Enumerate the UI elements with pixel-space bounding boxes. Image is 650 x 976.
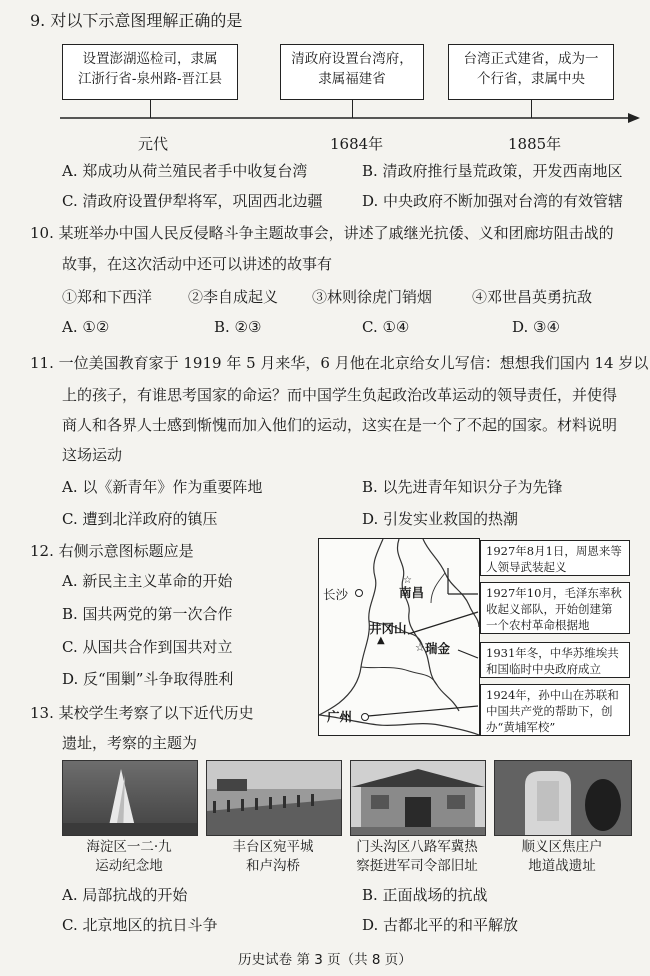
q12-note-guangzhou-line1: 1924年，孙中山在苏联和 [486, 688, 619, 702]
q11-option-d: D. 引发实业救国的热潮 [362, 510, 519, 528]
q9-time-1684: 1684年 [330, 135, 384, 153]
q10-option-a: A. ①② [62, 318, 110, 336]
q12-note-guangzhou-line2: 中国共产党的帮助下，创 [486, 704, 613, 718]
q11-option-b: B. 以先进青年知识分子为先锋 [362, 478, 563, 496]
q9-box-1684-line1: 清政府设置台湾府， [291, 51, 413, 67]
q13-caption-wanping [206, 838, 340, 876]
q13-caption-balujun-line2: 察挺进军司令部旧址 [356, 858, 478, 874]
q11-stem-line2: 上的孩子，有谁思考国家的命运？而中国学生负起政治改革运动的领导责任，并使得 [62, 386, 618, 404]
q10-item-3: ③林则徐虎门销烟 [312, 288, 433, 306]
q9-box-yuan-line2: 江浙行省-泉州路-晋江县 [77, 71, 223, 87]
page-footer: 历史试卷 第 3 页（共 8 页） [238, 952, 412, 968]
q9-option-b: B. 清政府推行垦荒政策，开发西南地区 [362, 162, 623, 180]
q13-caption-jiaozhuanghu-line2: 地道战遗址 [528, 858, 596, 874]
q13-photo-balujun-hq [350, 760, 486, 836]
q10-stem-line1: 10. 某班举办中国人民反侵略斗争主题故事会，讲述了戚继光抗倭、义和团廊坊阻击战的 [30, 224, 614, 242]
q9-time-1885: 1885年 [508, 135, 562, 153]
q12-note-guangzhou-line3: 办“黄埔军校” [486, 720, 556, 734]
q12-jinggangshan-triangle-icon: ▲ [377, 635, 385, 646]
q13-caption-balujun-line1: 门头沟区八路军冀热 [356, 839, 478, 855]
q13-photo-lugou-bridge-image [207, 761, 341, 835]
q12-map-pointer-lines [318, 538, 488, 734]
q10-item-1: ①郑和下西洋 [62, 288, 153, 306]
q9-time-yuan: 元代 [138, 135, 169, 153]
q13-caption-wanping-line1: 丰台区宛平城 [232, 839, 314, 855]
q12-note-nanchang [480, 540, 630, 576]
q12-place-jinggangshan: 井冈山 [369, 621, 407, 636]
q12-place-guangzhou: 广州 [327, 709, 353, 724]
q11-option-a: A. 以《新青年》作为重要阵地 [62, 478, 263, 496]
q13-option-d: D. 古都北平的和平解放 [362, 916, 519, 934]
q13-caption-wanping-line2: 和卢沟桥 [246, 858, 300, 874]
q9-box-1885 [448, 44, 614, 100]
q9-box-yuan [62, 44, 238, 100]
q12-place-ruijin: 瑞金 [425, 641, 451, 656]
q9-box-1684-line2: 隶属福建省 [318, 71, 386, 87]
q13-caption-jiaozhuanghu-line1: 顺义区焦庄户 [521, 839, 603, 855]
q12-nanchang-star-icon: ☆ [403, 575, 412, 586]
q13-photo-129-monument-image [63, 761, 197, 835]
q9-box-1684 [280, 44, 424, 100]
q13-option-a: A. 局部抗战的开始 [62, 886, 188, 904]
q13-option-c: C. 北京地区的抗日斗争 [62, 916, 218, 934]
q9-box-yuan-line1: 设置澎湖巡检司，隶属 [82, 51, 218, 67]
q12-option-c: C. 从国共合作到国共对立 [62, 638, 233, 656]
q13-option-b: B. 正面战场的抗战 [362, 886, 488, 904]
q12-option-d: D. 反“围剿”斗争取得胜利 [62, 670, 234, 688]
q12-note-guangzhou [480, 684, 630, 736]
q12-note-nanchang-line1: 1927年8月1日，周恩来等 [486, 544, 622, 558]
q13-stem-line1: 13. 某校学生考察了以下近代历史 [30, 704, 254, 722]
q10-option-c: C. ①④ [362, 318, 410, 336]
q13-photo-129-memorial [62, 760, 198, 836]
q10-option-b: B. ②③ [214, 318, 262, 336]
q10-item-2: ②李自成起义 [188, 288, 279, 306]
q13-photo-jiaozhuanghu [494, 760, 632, 836]
q13-photo-wanping-lugou [206, 760, 342, 836]
q12-note-jinggangshan [480, 582, 630, 634]
q9-option-d: D. 中央政府不断加强对台湾的有效管辖 [362, 192, 624, 210]
q9-timeline-arrow [60, 110, 645, 126]
q12-note-ruijin [480, 642, 630, 678]
q12-option-a: A. 新民主主义革命的开始 [62, 572, 233, 590]
q12-ruijin-star-icon: ☆ [415, 641, 425, 654]
q13-photo-tunnel-stele-image [495, 761, 631, 835]
q10-stem-line2: 故事，在这次活动中还可以讲述的故事有 [62, 255, 333, 273]
q13-caption-129-line1: 海淀区一二·九 [86, 839, 172, 855]
q13-caption-jiaozhuanghu [494, 838, 630, 876]
q13-caption-129 [62, 838, 196, 876]
q11-stem-line4: 这场运动 [62, 446, 123, 464]
q9-option-c: C. 清政府设置伊犁将军，巩固西北边疆 [62, 192, 323, 210]
q12-stem: 12. 右侧示意图标题应是 [30, 542, 194, 560]
q13-stem-line2: 遗址，考察的主题为 [62, 734, 198, 752]
q12-place-nanchang: 南昌 [399, 585, 425, 600]
q10-option-d: D. ③④ [512, 318, 560, 336]
q13-photo-hq-building-image [351, 761, 485, 835]
q12-note-jinggangshan-line2: 收起义部队，开始创建第 [486, 602, 613, 616]
q11-stem-line1: 11. 一位美国教育家于 1919 年 5 月来华，6 月他在北京给女儿写信：想想我们国内 14 岁以 [30, 354, 649, 372]
q13-caption-balujun [346, 838, 488, 876]
q12-note-ruijin-line1: 1931年冬，中华苏维埃共 [486, 646, 619, 660]
q9-box-1885-line2: 个行省，隶属中央 [477, 71, 585, 87]
q11-option-c: C. 遭到北洋政府的镇压 [62, 510, 218, 528]
q9-stem: 9. 对以下示意图理解正确的是 [30, 11, 243, 30]
q12-note-jinggangshan-line1: 1927年10月，毛泽东率秋 [486, 586, 622, 600]
q13-caption-129-line2: 运动纪念地 [95, 858, 163, 874]
q9-option-a: A. 郑成功从荷兰殖民者手中收复台湾 [62, 162, 308, 180]
q12-note-ruijin-line2: 和国临时中央政府成立 [486, 662, 601, 676]
q12-note-nanchang-line2: 人领导武装起义 [486, 560, 567, 574]
q12-place-changsha: 长沙 [323, 587, 349, 602]
q12-note-jinggangshan-line3: 一个农村革命根据地 [486, 618, 590, 632]
q11-stem-line3: 商人和各界人士感到惭愧而加入他们的运动，这实在是一个了不起的国家。材料说明 [62, 416, 618, 434]
q10-item-4: ④邓世昌英勇抗敌 [472, 288, 593, 306]
q9-box-1885-line1: 台湾正式建省，成为一 [463, 51, 599, 67]
q12-option-b: B. 国共两党的第一次合作 [62, 605, 233, 623]
